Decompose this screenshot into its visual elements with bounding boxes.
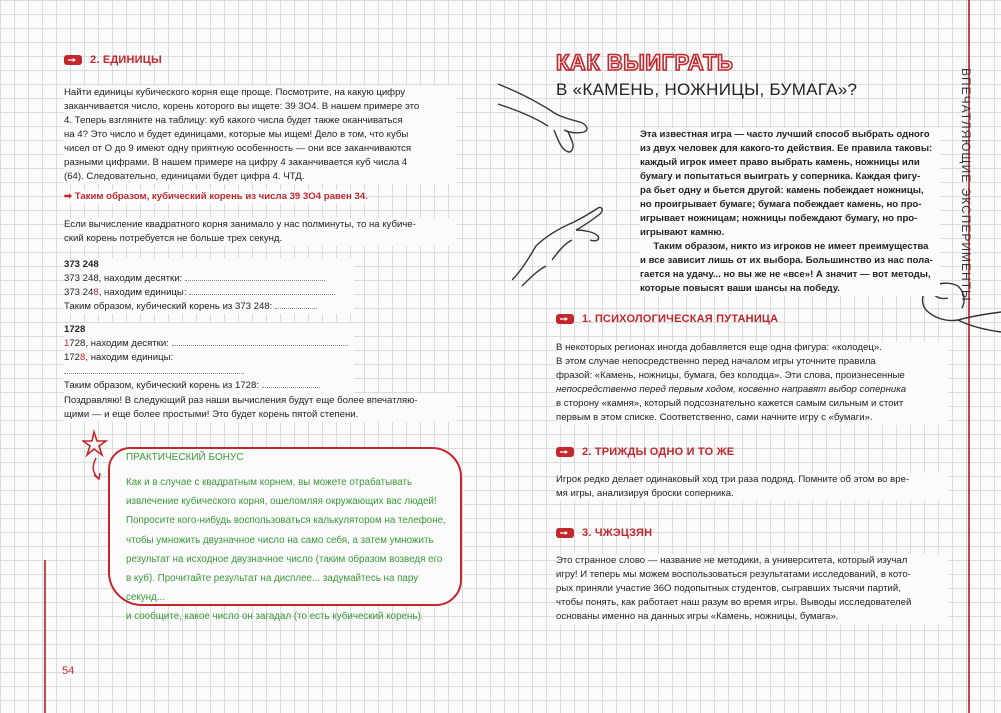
text-line: бумагу и попытаться выиграть у соперника. Каждая фигу- <box>640 171 921 182</box>
intro-paragraph <box>640 128 940 296</box>
example-line <box>64 286 354 300</box>
section-title: 3. ЧЖЭЦЗЯН <box>582 527 653 539</box>
fill-in-blank[interactable] <box>262 387 320 388</box>
text-line: мя игры, анализируя броски соперника. <box>556 488 734 499</box>
fill-in-blank[interactable] <box>172 345 348 346</box>
congrats-paragraph <box>64 394 456 422</box>
text-line: Таким образом, никто из игроков не имеет преимущества <box>640 241 929 252</box>
fill-in-blank[interactable] <box>275 308 317 309</box>
text-line: каждый игрок имеет право выбрать камень, ножницы или <box>640 157 920 168</box>
article-title-line2: В «КАМЕНЬ, НОЖНИЦЫ, БУМАГА»? <box>556 80 858 99</box>
text-line: заканчивается число, корень которого вы ищете: 39 3О4. В нашем примере это <box>64 101 420 112</box>
text-line: и все зависит лишь от их выбора. Большинство из нас пола- <box>640 255 933 266</box>
text-line: чисел от О до 9 имеют одну приятную особенность — они все заканчиваются <box>64 143 412 154</box>
units-paragraph <box>64 86 456 184</box>
arrow-icon <box>556 447 574 457</box>
text-line: чтобы умножить двузначное число на само себя, а затем умножить <box>126 534 434 546</box>
section-header-thrice <box>556 446 734 458</box>
fill-in-blank[interactable] <box>64 373 244 374</box>
fill-in-blank[interactable] <box>185 280 325 281</box>
text-line: ский корень потребуется не больше трех секунд. <box>64 233 283 244</box>
text-line: В этом случае непосредственно перед началом игры уточните правила <box>556 356 876 367</box>
example-line <box>64 379 354 393</box>
example-label: Таким образом, кубический корень из 1728: <box>64 380 260 391</box>
example-label: , находим единицы: <box>98 287 187 298</box>
example-line <box>64 272 354 286</box>
text-line: извлечение кубического корня, ошеломляя окружающих вас людей! <box>126 496 437 508</box>
text-line: Поздравляю! В следующий раз наши вычисления будут еще более впечатляю- <box>64 395 418 406</box>
example-label: 172 <box>64 352 81 363</box>
example-title: 373 248 <box>64 259 99 270</box>
section-title: 1. ПСИХОЛОГИЧЕСКАЯ ПУТАНИЦА <box>582 313 779 325</box>
text-line: Игрок редко делает одинаковый ход три раза подряд. Помните об этом во вре- <box>556 474 910 485</box>
text-line: игру! И теперь мы можем воспользоваться результатами исследований, в кото- <box>556 569 911 580</box>
text-line: чтобы понять, как работает наш разум во время игры. Выводы исследователей <box>556 597 912 608</box>
text-line: щими — и еще более простыми! Это будет корень пятой степени. <box>64 409 359 420</box>
example-label: 373 24 <box>64 287 94 298</box>
chapter-side-title-text: ВПЕЧАТЛЯЮЩИЕ ЭКСПЕРИМЕНТЫ <box>959 68 973 302</box>
text-line: разными цифрами. В нашем примере на цифру 4 заканчивается куб числа 4 <box>64 157 408 168</box>
text-line: результат на исходное двузначное число (таким образом возведя его <box>126 553 443 565</box>
text-line: рых приняли участие 36О подопытных студентов, сыгравших тысячи партий, <box>556 583 901 594</box>
text-line: которые повысят ваши шансы на победу. <box>640 283 840 294</box>
bonus-title: ПРАКТИЧЕСКИЙ БОНУС <box>120 452 250 463</box>
example-line <box>64 300 354 314</box>
text-line: фразой: «Камень, ножницы, бумага, без колодца». Эти слова, произнесенные <box>556 370 905 381</box>
example-1728 <box>64 323 354 393</box>
example-label: Таким образом, кубический корень из 373 248: <box>64 301 273 312</box>
arrow-right-icon: ➡ <box>64 191 75 202</box>
example-label: , находим единицы: <box>85 352 174 363</box>
section-title: 2. ТРИЖДЫ ОДНО И ТО ЖЕ <box>582 446 735 458</box>
example-title: 1728 <box>64 324 86 335</box>
text-line: в сторону «камня», который подсознательно кажется самым сильным и стоит <box>556 398 904 409</box>
arrow-icon <box>556 314 574 324</box>
example-373248 <box>64 258 354 314</box>
zhejiang-paragraph <box>556 554 948 624</box>
text-line: на 4? Это число и будет единицами, которые мы ищем! Дело в том, что кубы <box>64 129 409 140</box>
text-line: (64). Следовательно, единицами будет цифра 4. ЧТД. <box>64 171 305 182</box>
arrow-icon <box>556 528 574 538</box>
example-line <box>64 337 354 351</box>
example-line <box>64 351 354 379</box>
chapter-side-title <box>948 40 984 330</box>
confusion-paragraph <box>556 341 948 425</box>
text-line: Если вычисление квадратного корня занимало у нас полминуты, то на кубиче- <box>64 219 416 230</box>
section-title: 2. ЕДИНИЦЫ <box>90 54 162 66</box>
text-line: Это странное слово — название не методики, а университета, который изучал <box>556 555 908 566</box>
text-line: гается на удачу... но вы же не «все»! А значит — вот методы, <box>640 269 931 280</box>
highlight-digit: 8 <box>93 287 99 298</box>
thrice-paragraph <box>556 473 948 501</box>
scissors-hand-icon <box>512 200 612 290</box>
page-number: 54 <box>62 665 75 677</box>
text-line: игрывает ножницам; ножницы побеждают бумагу, но про- <box>640 213 918 224</box>
conclusion-text: Таким образом, кубический корень из числа 39 3О4 равен 34. <box>74 191 368 202</box>
text-line: 4. Теперь взгляните на таблицу: куб какого числа будет также оканчиваться <box>64 115 403 126</box>
text-line: основаны именно на данных игры «Камень, ножницы, бумага». <box>556 611 839 622</box>
text-line: непосредственно перед первым ходом, косвенно направят выбор соперника <box>556 384 907 395</box>
bonus-text <box>126 473 448 627</box>
section-header-units <box>64 54 162 66</box>
text-line: Попросите кого-нибудь воспользоваться калькулятором на телефоне, <box>126 515 446 527</box>
text-line: В некоторых регионах иногда добавляется еще одна фигура: «колодец». <box>556 342 882 353</box>
arrow-icon <box>64 55 82 65</box>
text-line: Как и в случае с квадратным корнем, вы можете отрабатывать <box>126 477 413 488</box>
text-line: игрывают камню. <box>640 227 725 238</box>
conclusion-line <box>64 190 368 204</box>
example-label: 728, находим десятки: <box>69 338 169 349</box>
text-line: ра бьет одну и бьется другой: камень побеждает ножницы, <box>640 185 924 196</box>
section-header-zhejiang <box>556 527 652 539</box>
example-label: 373 248, находим десятки: <box>64 273 183 284</box>
text-line: Эта известная игра — часто лучший способ выбрать одного <box>640 129 930 140</box>
text-line: из двух человек для какого-то действия. Ее правила таковы: <box>640 143 933 154</box>
highlight-digit: 1 <box>64 338 70 349</box>
highlight-digit: 8 <box>80 352 86 363</box>
text-line: первым в этом списке. Соответственно, сами начните игру с «бумаги». <box>556 412 873 423</box>
article-title-line1: КАК ВЫИГРАТЬ <box>556 50 734 75</box>
fill-in-blank[interactable] <box>189 294 335 295</box>
text-line: и сообщите, какое число он загадал (то есть кубический корень). <box>126 611 424 623</box>
speed-paragraph <box>64 218 456 246</box>
text-line: Найти единицы кубического корня еще проще. Посмотрите, на какую цифру <box>64 87 406 98</box>
text-line: в куб). Прочитайте результат на дисплее... задумайтесь на пару секунд... <box>126 573 419 604</box>
left-margin-line <box>44 560 46 713</box>
text-line: но проигрывает бумаге; бумага побеждает камень, но про- <box>640 199 922 210</box>
section-header-confusion <box>556 313 778 325</box>
